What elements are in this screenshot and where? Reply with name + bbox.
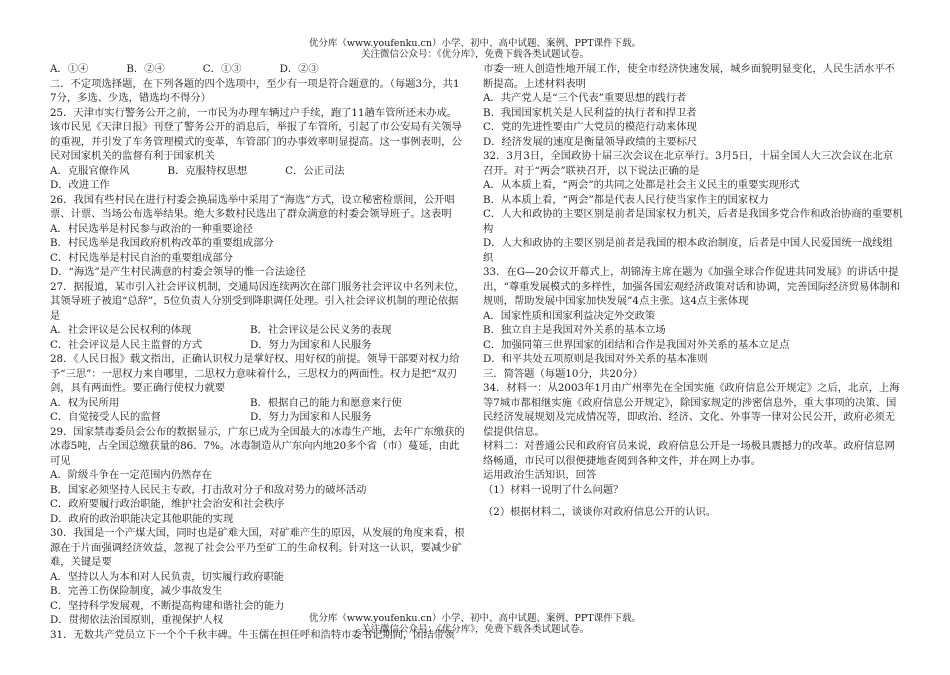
q31-option-a: A．共产党人是“三个代表”重要思想的践行者 <box>483 92 687 104</box>
q24-options <box>50 62 465 77</box>
q33-option-a: A．国家性质和国家利益决定外交政策 <box>483 309 656 322</box>
question-34-material-1: 34．材料一：从2003年1月由广州率先在全国实施《政府信息公开规定》之后，北京，上海等7城市都相继实施《政府信息公开规定》，除国家规定的涉密信息外，重大事项的决策、国民经济发展规划及完成情况等，即政治、经济、文化、外事等一律对公民公开，政府必须无偿提供信息。 <box>483 382 900 438</box>
question-28: 28．《人民日报》载文指出，正确认识权力是掌好权、用好权的前提。领导干部要对权力给予“三思”：一思权力来自哪里，二思权力意味着什么，三思权力的两面性。权力是把“双刃剑，具有两面性。要正确行使权力就要 <box>50 353 460 394</box>
q26-option-d: D．“海选”是产生村民满意的村委会领导的惟一合法途径 <box>50 266 306 278</box>
q25-option-d: D．改进工作 <box>50 179 110 191</box>
q28-option-c: C．自觉接受人民的监督 <box>50 411 161 423</box>
q26-option-b: B．村民选举是我国政府机构改革的重要组成部分 <box>50 237 274 249</box>
question-34-instruction: 运用政治生活知识，回答 <box>483 469 597 481</box>
page-footer <box>0 613 950 635</box>
q33-option-b: B．独立自主是我国对外关系的基本立场 <box>483 324 666 336</box>
q27-option-a: A．社会评议是公民权利的体现 <box>50 324 192 336</box>
q24-option-c: C．①③ <box>202 63 242 75</box>
q24-option-d: D．②③ <box>279 63 319 75</box>
q32-option-c: C．人大和政协的主要区别是前者是国家权力机关，后者是我国多党合作和政治协商的重要机构 <box>483 208 903 235</box>
q30-option-a: A．坚持以人为本和对人民负责，切实履行政府职能 <box>50 570 284 583</box>
q33-option-d: D．和平共处五项原则是我国对外关系的基本准则 <box>483 353 708 365</box>
question-31-start: 31．无数共产党员立下一个个千秋丰碑。牛玉儒在担任呼和浩特市委书记期间，团结带领 <box>50 628 455 641</box>
footer-line-2: 关注微信公众号：《优分库》，免费下载各类试题试卷。 <box>360 624 589 635</box>
q27-option-b: B．社会评议是公民义务的表现 <box>250 324 392 336</box>
question-34-material-2: 材料二：对普通公民和政府官员来说，政府信息公开是一场极具震撼力的改革。政府信息网络畅通，市民可以很便捷地查阅到各种文件，并在网上办事。 <box>483 440 895 467</box>
q32-option-a: A．从本质上看，“两会”的共同之处都是社会主义民主的重要实现形式 <box>483 179 800 191</box>
q25-option-b: B．克服特权思想 <box>167 164 248 177</box>
section-2-heading: 二．不定项选择题，在下列各题的四个选项中，至少有一项是符合题意的。（每题3分，共17分，多选、少选，错选均不得分） <box>50 77 460 104</box>
q27-option-c: C．社会评议是人民主监督的方式 <box>50 338 203 351</box>
q28-option-d: D．努力为国家和人民服务 <box>250 411 372 423</box>
question-34-part-1: （1）材料一说明了什么问题？ <box>483 483 624 496</box>
q32-option-b: B．从本质上看，“两会”都是代表人民行使当家作主的国家权力 <box>483 193 769 206</box>
q31-option-d: D．经济发展的速度是衡量领导政绩的主要标尺 <box>483 135 698 148</box>
q29-option-a: A．阶级斗争在一定范围内仍然存在 <box>50 469 212 481</box>
q25-option-c: C．公正司法 <box>285 164 345 177</box>
q28-options <box>50 396 465 425</box>
q29-option-b: B．国家必须坚持人民民主专政，打击敌对分子和敌对势力的破坏活动 <box>50 483 367 496</box>
answer-space <box>483 497 903 505</box>
q32-option-d: D．人大和政协的主要区别是前者是我国的根本政治制度，后者是中国人民爱国统一战线组织 <box>483 237 893 264</box>
q25-option-a: A．克服官僚作风 <box>50 164 130 177</box>
header-line-2: 关注微信公众号：《优分库》，免费下载各类试题试卷。 <box>360 49 589 60</box>
q30-option-c: C．坚持科学发展观，不断提高构建和谐社会的能力 <box>50 599 285 612</box>
q30-option-b: B．完善工伤保险制度，减少事故发生 <box>50 585 223 597</box>
q29-option-c: C．政府要履行政治职能，维护社会治安和社会秩序 <box>50 498 285 510</box>
q28-option-a: A．权为民所用 <box>50 396 120 409</box>
q24-option-a: A．①④ <box>50 63 89 75</box>
right-column <box>483 62 903 520</box>
q30-option-d: D．贯彻依法治国原则，重视保护人权 <box>50 614 224 626</box>
q27-option-d: D．努力为国家和人民服务 <box>250 338 372 351</box>
q33-option-c: C．加强同第三世界国家的团结和合作是我国对外关系的基本立足点 <box>483 338 790 351</box>
q31-option-c: C．党的先进性要由广大党员的模范行动来体现 <box>483 121 697 133</box>
question-27: 27．据报道，某市引入社会评议机制，交通局因连续两次在部门服务社会评议中名列末位，其领导班子被追“总辞”，5位负责人分别受到降职调任处理。引入社会评议机制的理论依据是 <box>50 280 465 322</box>
q26-option-a: A．村民选举是村民参与政治的一种重要途径 <box>50 222 254 235</box>
question-34-part-2: （2）根据材料二，谈谈你对政府信息公开的认识。 <box>483 506 717 518</box>
question-31-continued: 市委一班人创造性地开展工作，使全市经济快速发展，城乡面貌明显变化，人民生活水平不断提高。上述材料表明 <box>483 63 895 90</box>
q25-options <box>50 164 465 193</box>
footer-line-1: 优分库（www.youfenku.cn）小学、初中、高中试题、案例、PPT课件下载。 <box>308 613 642 624</box>
q24-option-b: B．②④ <box>126 63 165 75</box>
question-32: 32．3月3日，全国政协十届三次会议在北京举行。3月5日，十届全国人大三次会议在北京召开。对于“两会”联袂召开，以下说法正确的是 <box>483 150 893 177</box>
question-26: 26．我国有些村民在进行村委会换届选举中采用了“海选”方式，设立秘密检票间，公开唱票、计票、当场公布选举结果。绝大多数村民选出了群众满意的村委会领导班子。这表明 <box>50 193 455 220</box>
question-29: 29．国家禁毒委员会公布的数据显示，广东已成为全国最大的冰毒生产地，去年广东缴获的冰毒5吨，占全国总缴获量的86．7%。冰毒制造从广东向内地20多个省（市）蔓延，由此可见 <box>50 425 465 467</box>
q26-option-c: C．村民选举是村民自治的重要组成部分 <box>50 251 233 264</box>
question-25: 25．天津市实行警务公开之前，一市民为办理车辆过户手续，跑了11趟车管所还未办成。该市民见《天津日报》刊登了警务公开的消息后，举报了车管所，引起了市公安局有关领导的重视，并引发了车务管理模式的变革，车管部门的办事效率明显提高。这一事例表明，公民对国家机关的监督有利于国家机关 <box>50 106 462 162</box>
question-30: 30．我国是一个产煤大国，同时也是矿难大国，对矿难产生的原因，从发展的角度来看，根源在于片面强调经济效益，忽视了社会公平乃至矿工的生命权利。针对这一认识，要减少矿难，关键是要 <box>50 527 465 568</box>
q31-option-b: B．我国国家机关是人民利益的执行者和捍卫者 <box>483 106 697 119</box>
left-column <box>50 62 465 642</box>
q27-options <box>50 323 465 352</box>
section-3-heading: 三．简答题（每题10分，共20分） <box>483 367 644 380</box>
header-line-1: 优分库（www.youfenku.cn）小学、初中、高中试题、案例、PPT课件下载。 <box>308 38 642 49</box>
q28-option-b: B．根据自己的能力和愿意来行使 <box>250 396 402 409</box>
page-header <box>0 38 950 60</box>
q29-option-d: D．政府的政治职能决定其他职能的实现 <box>50 512 234 525</box>
question-33: 33．在G—20会议开幕式上，胡锦涛主席在题为《加强全球合作促进共同发展》的讲话中提出，“尊重发展模式的多样性，加强各国宏观经济政策对话和协调，完善国际经济贸易体制和规则，帮助发展中国家加快发展”4点主张。这4点主张体现 <box>483 266 901 307</box>
